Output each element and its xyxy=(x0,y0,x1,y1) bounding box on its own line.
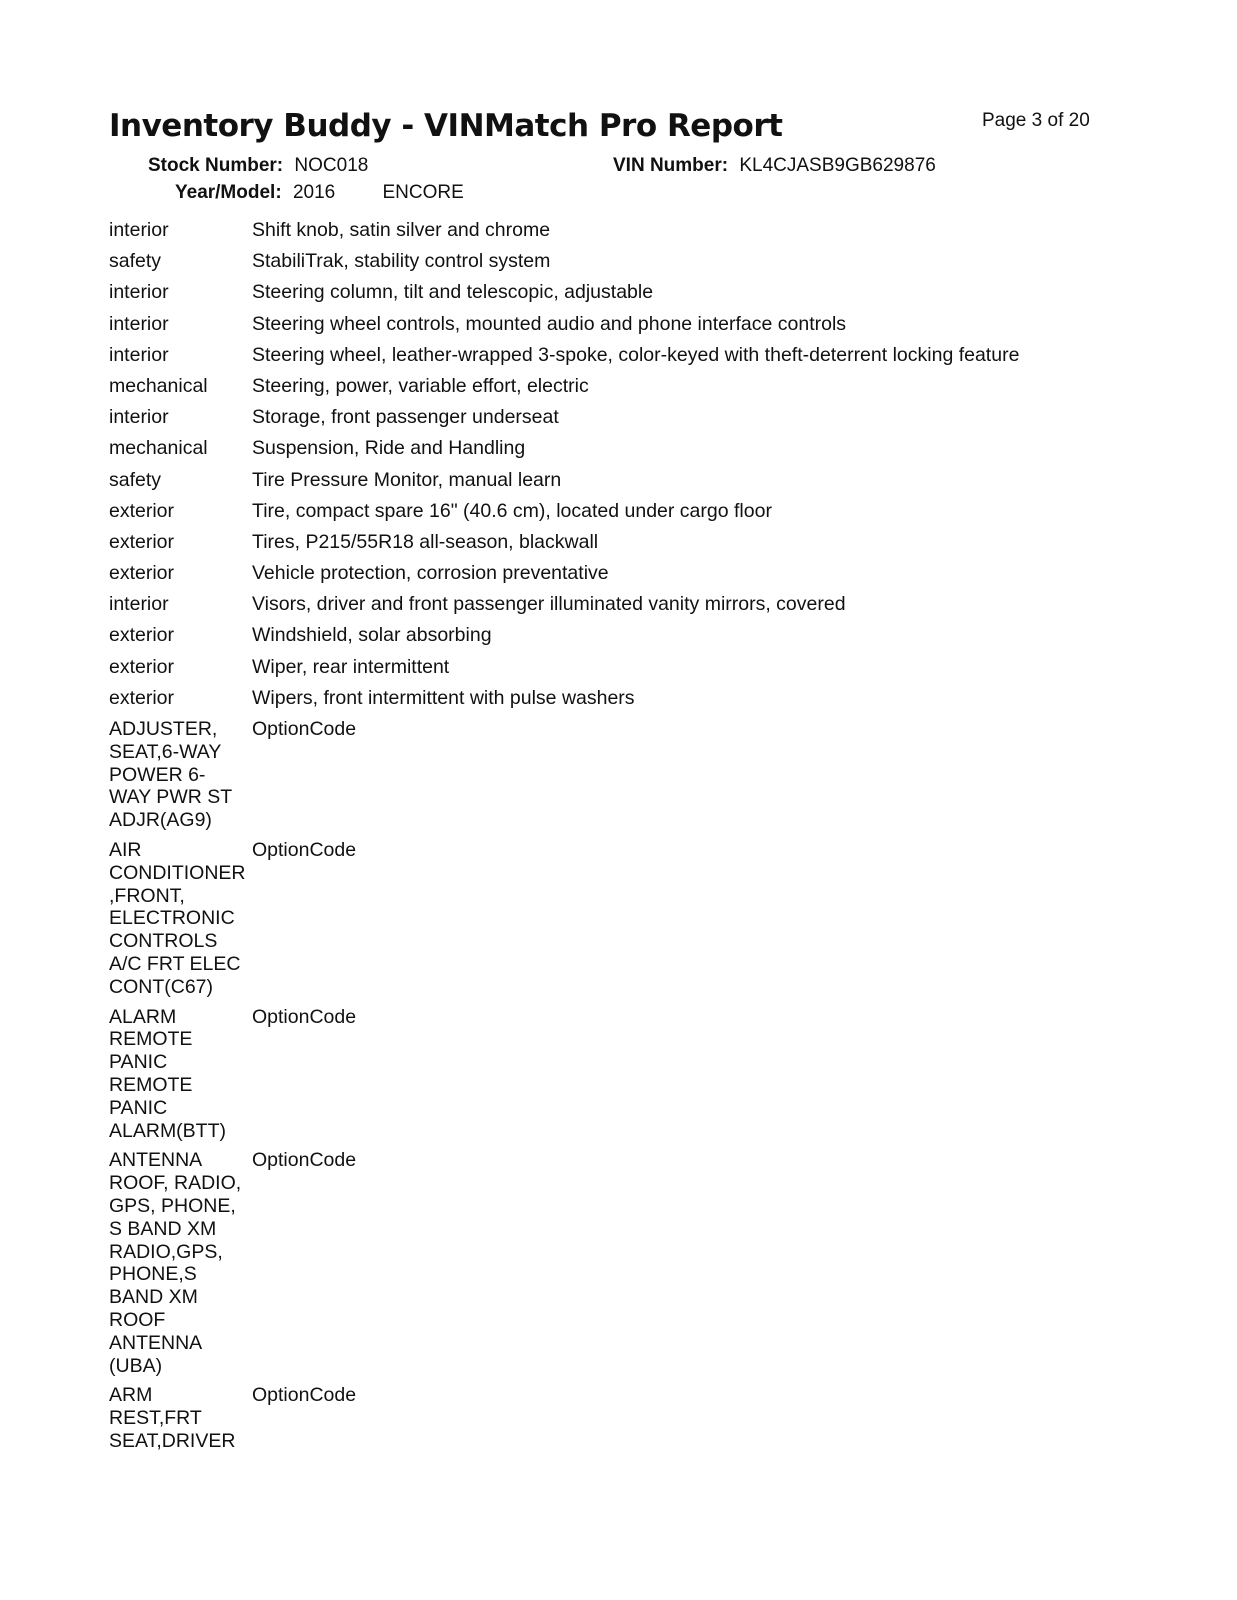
feature-category: exterior xyxy=(109,686,175,709)
feature-row xyxy=(109,624,1109,655)
option-row xyxy=(109,839,1109,1006)
feature-row xyxy=(109,469,1109,500)
feature-description: StabiliTrak, stability control system xyxy=(252,250,551,273)
feature-row xyxy=(109,375,1109,406)
stock-number-value: NOC018 xyxy=(294,155,369,176)
feature-row xyxy=(109,219,1109,250)
feature-category: safety xyxy=(109,250,162,273)
feature-category: exterior xyxy=(109,499,175,522)
option-name: ARM REST,FRT SEAT,DRIVER xyxy=(109,1384,236,1452)
option-type: OptionCode xyxy=(252,1384,357,1407)
year-model-label: Year/Model: xyxy=(175,182,282,203)
stock-number-label: Stock Number: xyxy=(148,155,284,176)
option-name: AIR CONDITIONER ,FRONT, ELECTRONIC CONTROLS A/C FRT ELEC CONT(C67) xyxy=(109,838,246,998)
year-value: 2016 xyxy=(292,182,336,203)
feature-description: Windshield, solar absorbing xyxy=(252,624,492,647)
feature-category: exterior xyxy=(109,655,175,678)
feature-row xyxy=(109,250,1109,281)
feature-description: Tires, P215/55R18 all-season, blackwall xyxy=(252,530,599,553)
feature-category: mechanical xyxy=(109,437,208,460)
feature-description: Tire, compact spare 16" (40.6 cm), located under cargo floor xyxy=(252,499,772,522)
feature-list xyxy=(109,219,1109,1460)
feature-row xyxy=(109,687,1109,718)
feature-category: safety xyxy=(109,468,162,491)
feature-description: Wipers, front intermittent with pulse washers xyxy=(252,686,635,709)
report-title: Inventory Buddy - VINMatch Pro Report xyxy=(109,108,783,144)
option-type: OptionCode xyxy=(252,1149,357,1172)
feature-category: interior xyxy=(109,281,169,304)
feature-description: Storage, front passenger underseat xyxy=(252,406,559,429)
vin-number xyxy=(613,155,936,177)
feature-category: interior xyxy=(109,593,169,616)
feature-category: exterior xyxy=(109,562,175,585)
feature-category: exterior xyxy=(109,530,175,553)
model-value: ENCORE xyxy=(382,182,464,203)
page-indicator: Page 3 of 20 xyxy=(982,110,1090,131)
feature-row xyxy=(109,344,1109,375)
feature-category: exterior xyxy=(109,624,175,647)
feature-description: Steering wheel, leather-wrapped 3-spoke, color-keyed with theft-deterrent locking feature xyxy=(252,343,1020,366)
feature-description: Tire Pressure Monitor, manual learn xyxy=(252,468,562,491)
feature-description: Suspension, Ride and Handling xyxy=(252,437,526,460)
feature-row xyxy=(109,313,1109,344)
feature-description: Steering column, tilt and telescopic, adjustable xyxy=(252,281,654,304)
option-type: OptionCode xyxy=(252,1005,357,1028)
feature-row xyxy=(109,531,1109,562)
feature-description: Shift knob, satin silver and chrome xyxy=(252,219,551,241)
feature-category: interior xyxy=(109,312,169,335)
feature-description: Steering wheel controls, mounted audio and phone interface controls xyxy=(252,312,847,335)
option-name: ANTENNA ROOF, RADIO, GPS, PHONE, S BAND XM RADIO,GPS, PHONE,S BAND XM ROOF ANTENNA (UBA) xyxy=(109,1149,242,1377)
feature-row xyxy=(109,562,1109,593)
feature-row xyxy=(109,500,1109,531)
option-row xyxy=(109,1006,1109,1150)
feature-row xyxy=(109,406,1109,437)
feature-row xyxy=(109,281,1109,312)
stock-number xyxy=(148,155,368,177)
option-row xyxy=(109,718,1109,839)
feature-category: mechanical xyxy=(109,374,208,397)
option-row xyxy=(109,1149,1109,1384)
vin-number-value: KL4CJASB9GB629876 xyxy=(739,155,936,176)
feature-category: interior xyxy=(109,219,169,241)
feature-row xyxy=(109,593,1109,624)
feature-row xyxy=(109,656,1109,687)
feature-row xyxy=(109,437,1109,468)
option-name: ADJUSTER, SEAT,6-WAY POWER 6- WAY PWR ST ADJR(AG9) xyxy=(109,718,233,832)
option-name: ALARM REMOTE PANIC REMOTE PANIC ALARM(BTT) xyxy=(109,1005,226,1142)
feature-description: Visors, driver and front passenger illuminated vanity mirrors, covered xyxy=(252,593,846,616)
feature-description: Wiper, rear intermittent xyxy=(252,655,450,678)
feature-description: Vehicle protection, corrosion preventative xyxy=(252,562,609,585)
feature-category: interior xyxy=(109,406,169,429)
year-model xyxy=(175,182,464,204)
vin-number-label: VIN Number: xyxy=(613,155,729,176)
option-type: OptionCode xyxy=(252,718,357,740)
option-row xyxy=(109,1384,1109,1459)
feature-description: Steering, power, variable effort, electric xyxy=(252,374,589,397)
option-type: OptionCode xyxy=(252,838,357,861)
feature-category: interior xyxy=(109,343,169,366)
